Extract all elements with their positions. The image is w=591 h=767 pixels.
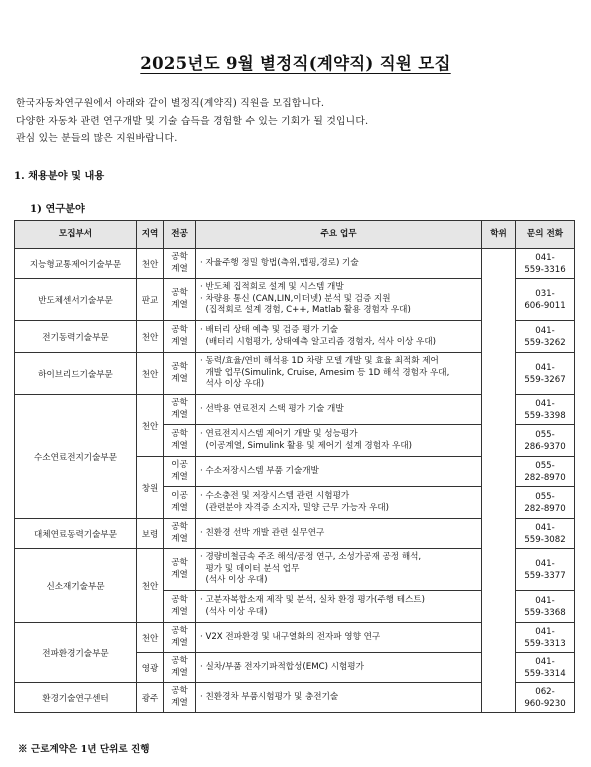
phone-text: 055- (535, 460, 555, 471)
duty-line: 석사 이상 우대) (200, 379, 265, 390)
phone-text: 041- (535, 398, 555, 409)
duty-line: · 친환경 선박 개발 관련 실무연구 (200, 527, 325, 538)
phone-cell (516, 519, 575, 549)
field-text: 계열 (171, 373, 188, 384)
field-cell (164, 457, 196, 487)
page-title: 2025년도 9월 별정직(계약직) 직원 모집 (140, 54, 451, 73)
phone-cell (516, 395, 575, 425)
field-cell (164, 623, 196, 653)
phone-cell (516, 425, 575, 457)
duty-line: (관련분야 자격증 소지자, 밀양 근무 가능자 우대) (200, 502, 390, 513)
field-cell (164, 683, 196, 713)
intro-line: 다양한 자동차 관련 연구개발 및 기술 습득을 경험할 수 있는 기회가 될 것입니다. (16, 115, 369, 127)
table-row (15, 249, 575, 279)
field-text: 공학 (171, 252, 188, 262)
field-text: 공학 (171, 522, 188, 532)
phone-text: 559-3262 (524, 337, 566, 348)
field-text: 계열 (171, 409, 188, 420)
header-duty: 주요 업무 (196, 221, 482, 249)
header-field: 전공 (164, 221, 196, 249)
duty-line: · V2X 전파환경 및 내구열화의 전자파 영향 연구 (200, 631, 381, 642)
phone-text: 062- (535, 686, 555, 697)
region-cell: 천안 (137, 623, 164, 653)
phone-cell (516, 321, 575, 353)
recruitment-table (14, 220, 575, 713)
phone-text: 559-3377 (524, 570, 566, 581)
intro-text (16, 95, 368, 148)
duty-line: · 동력/효율/연비 해석용 1D 차량 모델 개발 및 효율 최적화 제어 (200, 356, 439, 367)
phone-cell (516, 487, 575, 519)
dept-cell: 전기동력기술부문 (15, 321, 137, 353)
duty-cell (196, 591, 482, 623)
phone-text: 960-9230 (524, 698, 566, 709)
duty-line: 평가 및 데이터 분석 업무 (200, 563, 300, 574)
header-region: 지역 (137, 221, 164, 249)
phone-text: 041- (535, 656, 555, 667)
dept-cell: 환경기술연구센터 (15, 683, 137, 713)
field-text: 이공 (171, 491, 188, 501)
field-text: 계열 (171, 667, 188, 678)
field-text: 이공 (171, 460, 188, 470)
duty-line: 개발 업무(Simulink, Cruise, Amesim 등 1D 해석 경험자 우대, (200, 367, 450, 378)
dept-cell: 하이브리드기술부문 (15, 353, 137, 395)
field-text: 공학 (171, 429, 188, 439)
phone-cell (516, 249, 575, 279)
region-cell: 판교 (137, 279, 164, 321)
phone-text: 559-3314 (524, 668, 566, 679)
phone-text: 041- (535, 522, 555, 533)
dept-cell: 반도체센서기술부문 (15, 279, 137, 321)
region-cell: 천안 (137, 249, 164, 279)
footnote: ※ 근로계약은 1년 단위로 진행 (18, 744, 150, 755)
field-text: 계열 (171, 533, 188, 544)
field-cell (164, 425, 196, 457)
field-text: 계열 (171, 637, 188, 648)
phone-cell (516, 457, 575, 487)
duty-line: · 배터리 상태 예측 및 검증 평가 기술 (200, 325, 339, 335)
duty-line: (석사 이상 우대) (200, 606, 268, 617)
region-cell: 광주 (137, 683, 164, 713)
duty-line: · 수소저장시스템 부품 기술개발 (200, 465, 319, 476)
region-cell: 천안 (137, 321, 164, 353)
header-dept: 모집부서 (15, 221, 137, 249)
field-text: 공학 (171, 325, 188, 335)
field-text: 공학 (171, 288, 188, 298)
field-text: 계열 (171, 299, 188, 310)
duty-cell (196, 683, 482, 713)
duty-cell (196, 425, 482, 457)
header-phone: 문의 전화 (516, 221, 575, 249)
phone-text: 031- (535, 288, 555, 299)
duty-cell (196, 321, 482, 353)
duty-line: · 친환경차 부품시험평가 및 충전기술 (200, 691, 339, 702)
duty-line: (집적회로 설계 경험, C++, Matlab 활용 경험자 우대) (200, 305, 411, 316)
phone-text: 041- (535, 252, 555, 263)
subsection-heading: 1) 연구분야 (30, 203, 85, 215)
duty-cell (196, 395, 482, 425)
field-text: 계열 (171, 697, 188, 708)
phone-text: 559-3368 (524, 607, 566, 618)
duty-line: · 자율주행 정밀 항법(측위,맵핑,경로) 기술 (200, 257, 359, 268)
phone-text: 041- (535, 325, 555, 336)
field-text: 계열 (171, 336, 188, 347)
field-text: 계열 (171, 569, 188, 580)
phone-text: 055- (535, 491, 555, 502)
phone-text: 041- (535, 362, 555, 373)
duty-line: · 반도체 집적회로 설계 및 시스템 개발 (200, 282, 344, 293)
duty-cell (196, 249, 482, 279)
field-text: 공학 (171, 362, 188, 372)
phone-cell (516, 653, 575, 683)
duty-line: · 경량비철금속 주조 해석/공정 연구, 소성가공재 공정 해석, (200, 552, 422, 563)
duty-line: (석사 이상 우대) (200, 575, 268, 586)
phone-text: 559-3082 (524, 534, 566, 545)
field-text: 공학 (171, 686, 188, 696)
field-cell (164, 519, 196, 549)
duty-line: · 수소충전 및 저장시스템 관련 시험평가 (200, 491, 350, 501)
field-text: 계열 (171, 502, 188, 513)
phone-text: 286-9370 (524, 441, 566, 452)
phone-cell (516, 353, 575, 395)
field-cell (164, 549, 196, 591)
field-cell (164, 591, 196, 623)
duty-line: (배터리 시험평가, 상태예측 알고리즘 경험자, 석사 이상 우대) (200, 336, 436, 347)
section-heading: 1. 채용분야 및 내용 (14, 170, 105, 182)
phone-text: 282-8970 (524, 472, 566, 483)
duty-cell (196, 279, 482, 321)
phone-text: 041- (535, 558, 555, 569)
phone-text: 041- (535, 595, 555, 606)
header-degree: 학위 (482, 221, 516, 249)
duty-cell (196, 653, 482, 683)
table-header-row (15, 221, 575, 249)
phone-cell (516, 683, 575, 713)
intro-line: 관심 있는 분들의 많은 지원바랍니다. (16, 133, 178, 144)
field-text: 계열 (171, 263, 188, 274)
phone-cell (516, 591, 575, 623)
dept-cell: 대체연료동력기술부문 (15, 519, 137, 549)
field-text: 계열 (171, 606, 188, 617)
duty-line: · 실차/부품 전자기파적합성(EMC) 시험평가 (200, 661, 364, 672)
region-cell: 천안 (137, 549, 164, 623)
field-cell (164, 653, 196, 683)
field-cell (164, 395, 196, 425)
duty-cell (196, 457, 482, 487)
field-text: 공학 (171, 626, 188, 636)
field-cell (164, 249, 196, 279)
field-text: 공학 (171, 595, 188, 605)
field-cell (164, 279, 196, 321)
duty-cell (196, 549, 482, 591)
duty-cell (196, 487, 482, 519)
duty-line: · 고분자복합소재 제작 및 분석, 실차 환경 평가(주행 테스트) (200, 595, 425, 605)
phone-text: 282-8970 (524, 503, 566, 514)
field-text: 공학 (171, 656, 188, 666)
intro-line: 한국자동차연구원에서 아래와 같이 별정직(계약직) 직원을 모집합니다. (16, 98, 325, 109)
phone-text: 559-3316 (524, 264, 566, 275)
phone-cell (516, 549, 575, 591)
region-cell: 천안 (137, 353, 164, 395)
field-cell (164, 321, 196, 353)
duty-line: (이공계열, Simulink 활용 및 제어기 설계 경험자 우대) (200, 440, 413, 451)
phone-text: 606-9011 (524, 300, 566, 311)
region-cell: 천안 (137, 395, 164, 457)
region-cell: 보령 (137, 519, 164, 549)
duty-line: · 차량용 통신 (CAN,LIN,이더넷) 분석 및 검증 지원 (200, 293, 391, 304)
dept-cell: 지능형교통제어기술부문 (15, 249, 137, 279)
duty-cell (196, 519, 482, 549)
duty-line: · 연료전지시스템 제어기 개발 및 성능평가 (200, 429, 358, 439)
phone-cell (516, 279, 575, 321)
dept-cell: 전파환경기술부문 (15, 623, 137, 683)
degree-cell (482, 249, 516, 713)
phone-text: 559-3398 (524, 410, 566, 421)
duty-line: · 선박용 연료전지 스택 평가 기술 개발 (200, 403, 344, 414)
dept-cell: 수소연료전지기술부문 (15, 395, 137, 519)
phone-text: 041- (535, 626, 555, 637)
region-cell: 창원 (137, 457, 164, 519)
phone-cell (516, 623, 575, 653)
phone-text: 055- (535, 429, 555, 440)
duty-cell (196, 623, 482, 653)
phone-text: 559-3267 (524, 374, 566, 385)
dept-cell: 신소재기술부문 (15, 549, 137, 623)
field-text: 계열 (171, 440, 188, 451)
field-text: 계열 (171, 471, 188, 482)
field-cell (164, 487, 196, 519)
field-cell (164, 353, 196, 395)
region-cell: 영광 (137, 653, 164, 683)
field-text: 공학 (171, 398, 188, 408)
duty-cell (196, 353, 482, 395)
field-text: 공학 (171, 558, 188, 568)
phone-text: 559-3313 (524, 638, 566, 649)
